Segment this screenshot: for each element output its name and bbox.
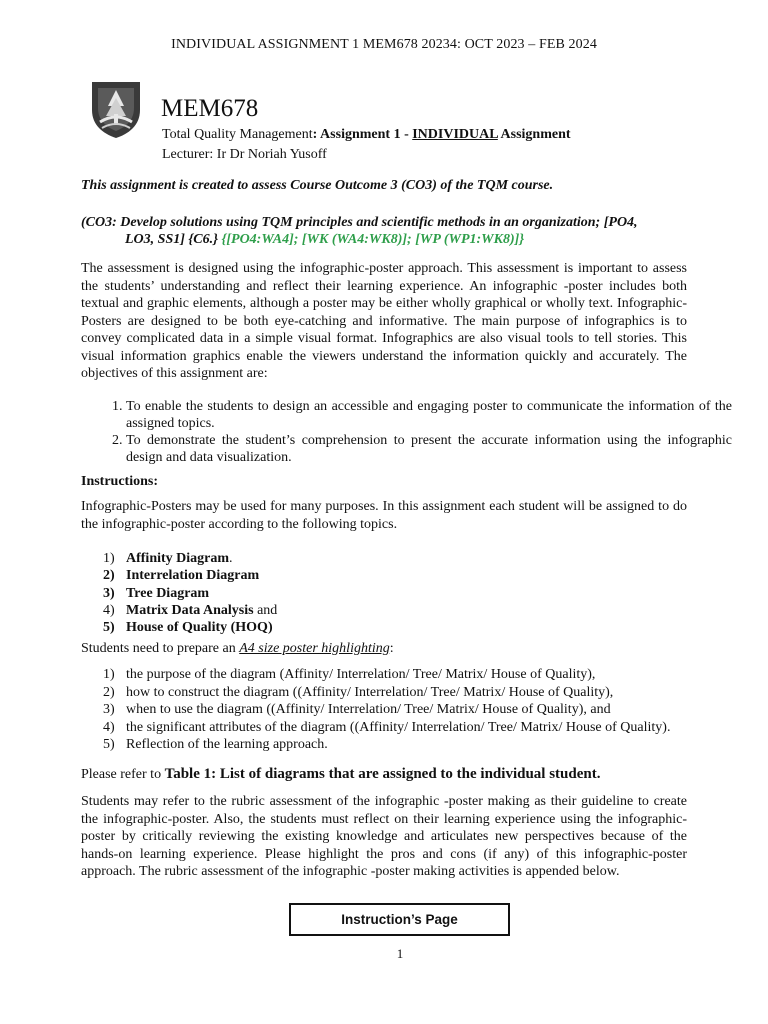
prepare-instruction: Students need to prepare an A4 size poster highlighting: xyxy=(81,641,394,656)
objective-item: 1. To enable the students to design an accessible and engaging poster to communicate the information of the assigned topics. xyxy=(126,398,732,432)
poster-point: 4) the significant attributes of the diagram ((Affinity/ Interrelation/ Tree/ Matrix/ House of Quality). xyxy=(103,719,671,735)
poster-point: 1) the purpose of the diagram (Affinity/ Interrelation/ Tree/ Matrix/ House of Quality), xyxy=(103,667,596,682)
course-title: Total Quality Management: Assignment 1 - INDIVIDUAL Assignment xyxy=(162,127,571,142)
page-header: INDIVIDUAL ASSIGNMENT 1 MEM678 20234: OCT 2023 – FEB 2024 xyxy=(171,37,597,52)
poster-points-list xyxy=(103,666,670,754)
topic-item: 4) Matrix Data Analysis and xyxy=(103,602,278,618)
poster-point: 2) how to construct the diagram ((Affinity/ Interrelation/ Tree/ Matrix/ House of Quality), xyxy=(103,684,614,700)
instructions-heading: Instructions: xyxy=(81,474,159,489)
poster-point: 5) Reflection of the learning approach. xyxy=(103,737,328,752)
instructions-page-box: Instruction’s Page xyxy=(289,903,510,936)
instructions-paragraph: Infographic-Posters may be used for many purposes. In this assignment each student will be assigned to do the infographic-poster according to the following topics. xyxy=(81,499,687,532)
university-crest-icon xyxy=(84,76,148,140)
rubric-paragraph: Students may refer to the rubric assessment of the infographic -poster making as their guideline to create the infographic-poster. Also, the students must reflect on their learning experience using the infographic-poster by critically reviewing the existing knowledge and articulates new perspectives because of the hands-on learning experience. Please highlight the pros and cons (if any) of this infographic-poster approach. The rubric assessment of the infographic -poster making activities is appended below. xyxy=(81,794,687,879)
lecturer: Lecturer: Ir Dr Noriah Yusoff xyxy=(162,147,327,162)
intro-paragraph: The assessment is designed using the infographic-poster approach. This assessment is important to assess the students’ understanding and reflect their learning experience. An infographic -poster includes both textual and graphic elements, although a poster may be either wholly graphical or wholly text. Infographic-Posters are designed to be both eye-catching and informative. The main purpose of infographics is to convey complicated data in a simple visual format. Infographics are also visual tools to tell stories. This visual information graphics enable the viewers understand the information quickly and accurately. The objectives of this assignment are: xyxy=(81,261,687,381)
topics-list xyxy=(103,550,277,636)
course-outcome: (CO3: Develop solutions using TQM principles and scientific methods in an organization; [PO4, LO3, SS1] {C6.} {[PO4:WA4]; [WK (WA4:WK8)]; [WP (WP1:WK8)]} xyxy=(81,215,638,247)
topic-item: 2) Interrelation Diagram xyxy=(103,568,260,584)
table-reference: Please refer to Table 1: List of diagrams that are assigned to the individual student. xyxy=(81,766,601,782)
objective-item: 2. To demonstrate the student’s comprehension to present the accurate information using the infographic design and data visualization. xyxy=(126,432,732,466)
topic-item: 1) Affinity Diagram . xyxy=(103,551,233,566)
course-code: MEM678 xyxy=(161,95,259,122)
assignment-purpose: This assignment is created to assess Course Outcome 3 (CO3) of the TQM course. xyxy=(81,178,554,193)
topic-item: 3) Tree Diagram xyxy=(103,585,210,601)
objectives-list xyxy=(81,398,732,466)
poster-point: 3) when to use the diagram ((Affinity/ Interrelation/ Tree/ Matrix/ House of Quality), and xyxy=(103,702,611,717)
topic-item: 5) House of Quality (HOQ) xyxy=(103,620,273,636)
page-number: 1 xyxy=(396,946,404,961)
